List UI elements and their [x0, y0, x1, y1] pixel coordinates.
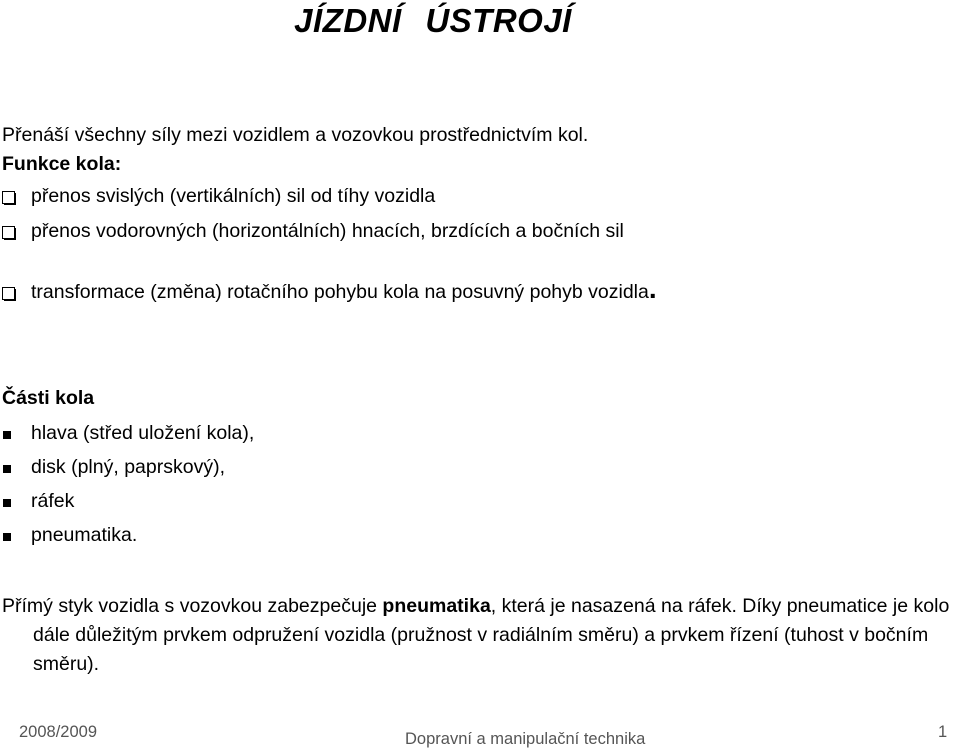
checkbox-bullet-icon — [2, 226, 15, 239]
tire-paragraph — [2, 592, 960, 679]
part-item-text: ráfek — [31, 490, 75, 512]
page-title: JÍZDNÍ ÚSTROJÍ — [294, 2, 572, 39]
function-item-text: přenos svislých (vertikálních) sil od tíhy vozidla — [31, 185, 436, 207]
footer-year: 2008/2009 — [19, 723, 97, 741]
checkbox-bullet-icon — [2, 287, 15, 300]
footer-page-number: 1 — [938, 723, 948, 741]
checkbox-bullet-icon — [2, 191, 15, 204]
part-item-text: disk (plný, paprskový), — [31, 456, 225, 478]
square-bullet-icon — [3, 533, 11, 541]
paragraph-bold-term: pneumatika — [382, 595, 491, 617]
part-item-text: pneumatika. — [31, 524, 138, 546]
functions-heading: Funkce kola: — [2, 153, 122, 175]
parts-heading: Části kola — [2, 387, 95, 409]
paragraph-text: , která je nasazená na ráfek. Díky pneumatice je kolo dále důležitým prvkem odpružení vozidla (pružnost v radiálním směru) a prvkem řízení (tuhost v bočním směru). — [33, 595, 950, 675]
paragraph-text: Přímý styk vozidla s vozovkou zabezpečuje — [2, 595, 383, 617]
part-item-text: hlava (střed uložení kola), — [31, 422, 255, 444]
square-bullet-icon — [3, 499, 11, 507]
function-item-text: transformace (změna) rotačního pohybu kola na posuvný pohyb vozidla. — [31, 273, 657, 304]
function-item-text: přenos vodorovných (horizontálních) hnacích, brzdících a bočních sil — [31, 220, 624, 242]
intro-text: Přenáší všechny síly mezi vozidlem a vozovkou prostřednictvím kol. — [2, 124, 589, 146]
end-mark: . — [648, 273, 657, 304]
footer-course: Dopravní a manipulační technika — [405, 730, 646, 748]
square-bullet-icon — [3, 431, 11, 439]
square-bullet-icon — [3, 465, 11, 473]
